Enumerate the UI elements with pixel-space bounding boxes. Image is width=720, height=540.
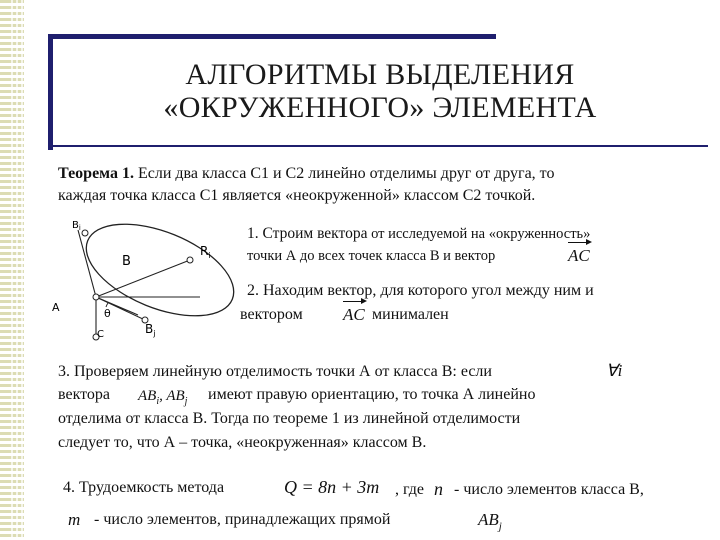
point-a	[93, 294, 99, 300]
step1-line-2: точки А до всех точек класса В и вектор	[247, 248, 496, 264]
step3-line-3: отделима от класса В. Тогда по теореме 1 из линейной отделимости	[58, 410, 521, 427]
theorem-text-1: Если два класса С1 и С2 линейно отделимы друг от друга, то	[133, 165, 555, 182]
step4-n: n	[434, 479, 443, 499]
step4-m-desc: - число элементов, принадлежащих прямой	[94, 511, 391, 528]
geometry-diagram	[50, 215, 240, 345]
step2-vector-ac: AC	[343, 305, 365, 325]
step4-m: m	[68, 510, 81, 529]
title-line-1: АЛГОРИТМЫ ВЫДЕЛЕНИЯ	[185, 58, 575, 91]
title-rule-bottom	[48, 145, 708, 147]
label-class-b: B	[122, 254, 131, 269]
title-rule-left	[48, 34, 53, 150]
theorem-line-1	[58, 164, 554, 184]
step2-line-2a: вектором	[240, 306, 303, 323]
step3-line-4: следует то, что А – точка, «неокруженная» классом В.	[58, 434, 427, 451]
label-theta: θ	[104, 307, 111, 320]
class-b-ellipse	[73, 215, 240, 334]
step4-label: 4. Трудоемкость метода	[63, 479, 225, 496]
point-bi	[82, 230, 88, 236]
point-ri	[187, 257, 193, 263]
step4-formula: Q = 8n + 3m	[284, 477, 380, 497]
vector-a-bi	[78, 230, 96, 297]
step4-where: , где	[395, 481, 425, 498]
label-a: A	[52, 301, 60, 314]
step2-line-1: 2. Находим вектор, для которого угол между ним и	[247, 282, 594, 299]
step4-line-ab: $AB_j$	[478, 510, 502, 533]
page-title	[60, 58, 700, 124]
ray-line	[96, 297, 138, 315]
label-bj: $B_j$	[145, 322, 156, 338]
step1-vector-ac: AC	[568, 246, 590, 266]
step3-forall: ∀i	[606, 361, 623, 380]
theorem-label: Теорема 1.	[58, 165, 134, 182]
step3-line-2b: имеют правую ориентацию, то точка А линейно	[208, 386, 536, 403]
step1-line-1	[247, 224, 590, 244]
theorem-line-2: каждая точка класса С1 является «неокруженной» классом С2 точкой.	[58, 187, 536, 204]
label-bi: $B_i$	[72, 220, 81, 232]
vector-a-ri	[96, 260, 190, 297]
step2-line-2b: минимален	[372, 306, 449, 323]
title-rule-top	[48, 34, 496, 39]
step1-part-1: 1. Строим вектора	[247, 225, 368, 242]
label-c: C	[97, 329, 104, 340]
step3-line-2a: вектора	[58, 386, 111, 403]
decorative-stripes-overlay	[8, 0, 24, 540]
step4-n-desc: - число элементов класса В,	[454, 481, 644, 498]
label-ri: $R_i$	[200, 244, 211, 260]
step3-line-1: 3. Проверяем линейную отделимость точки А от класса В: если	[58, 363, 492, 380]
step3-vectors: $AB_i$, $AB_j$	[138, 388, 188, 407]
title-line-2: «ОКРУЖЕННОГО» ЭЛЕМЕНТА	[163, 91, 597, 124]
step1-part-2: от исследуемой на «окруженность»	[367, 226, 591, 242]
